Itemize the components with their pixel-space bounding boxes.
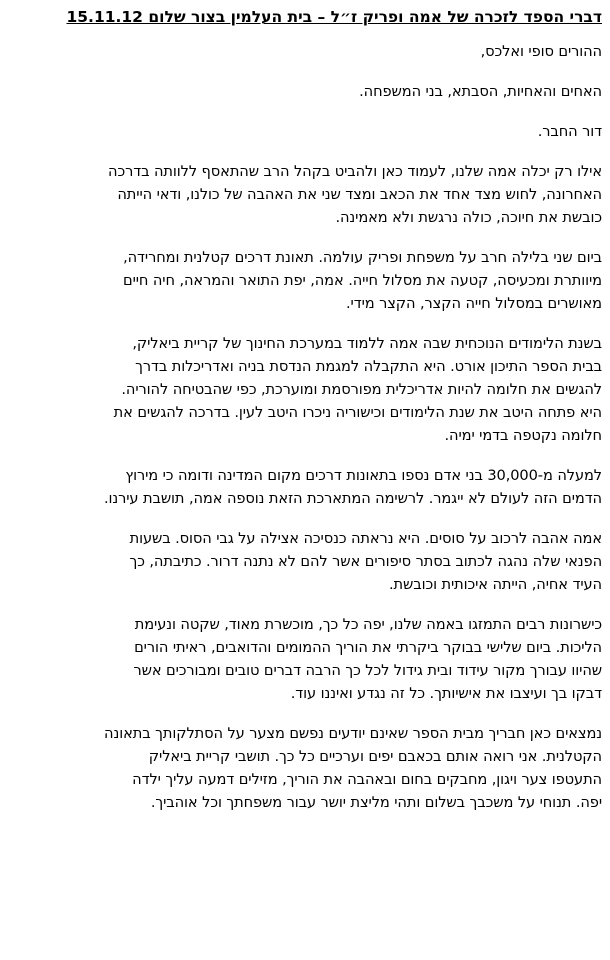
paragraph-spacer [6, 705, 602, 722]
document-body [6, 40, 602, 814]
text-line: להגשים את חלומה להיות אדריכלית מפורסמת ומוערכת, כפי שהבטיחה להוריה. [121, 381, 602, 398]
text-line: ביום שני בלילה חרב על משפחת ופריק עולמה. תאונת דרכים קטלנית ומחרידה, [123, 249, 602, 266]
paragraph [6, 120, 602, 143]
text-line: בבית הספר התיכון אורט. היא התקבלה למגמת הנדסת בניה ואדריכלות בדרך [135, 358, 602, 375]
paragraph-spacer [6, 596, 602, 613]
paragraph-spacer [6, 63, 602, 80]
text-line: מיוותרת ומכעיסה, קטעה את מסלול חייה. אמה, יפת התואר והמראה, חיה חיים [122, 272, 602, 289]
text-line: בשנת הלימודים הנוכחית שבה אמה ללמוד במערכת החינוך של קריית ביאליק, [132, 335, 602, 352]
text-line: חלומה נקטפה בדמי ימיה. [444, 427, 602, 444]
paragraph [6, 464, 602, 510]
paragraph [6, 332, 602, 447]
text-line: מאושרים במסלול חייה הקצר, הקצר מידי. [346, 295, 602, 312]
text-line: התעטפו צער ויגון, מחבקים בחום ובאהבה את הוריך, מזילים דמעה עליך ילדה [132, 771, 602, 788]
paragraph [6, 246, 602, 315]
page-title: דברי הספד לזכרה של אמה ופריק ז״ל – בית העלמין בצור שלום 15.11.12 [66, 8, 602, 26]
text-line: אילו רק יכלה אמה שלנו, לעמוד כאן ולהביט בקהל הרב שהתאסף ללוותה בדרכה [108, 163, 602, 180]
text-line: דבקו בך ועיצבו את אישיותך. כל זה נגדע ואיננו עוד. [290, 685, 602, 702]
text-line: הדמים הזה לעולם לא ייגמר. לרשימה המתארכת הזאת נוספה אמה, תושבת עירנו. [103, 490, 602, 507]
text-line: ההורים סופי ואלכס, [480, 43, 602, 60]
paragraph-spacer [6, 143, 602, 160]
paragraph [6, 722, 602, 814]
text-line: העיד אחיה, הייתה איכותית וכובשת. [388, 576, 602, 593]
text-line: הקטלנית. אני רואה אותם בכאבם יפים וערכיים כל כך. תושבי קריית ביאליק [148, 748, 602, 765]
text-line: הליכות. ביום שלישי בבוקר ביקרתי את הוריך ההמומים והדואבים, ראיתי הורים [134, 639, 602, 656]
text-line: האחים והאחיות, הסבתא, בני המשפחה. [359, 83, 602, 100]
text-line: דור החבר. [537, 123, 602, 140]
text-line: האחרונה, לחוש מצד אחד את הכאב ומצד שני את האהבה של כולנו, ודאי הייתה [117, 186, 602, 203]
paragraph [6, 80, 602, 103]
paragraph-spacer [6, 510, 602, 527]
text-line: כישרונות רבים התמזגו באמה שלנו, יפה כל כך, מוכשרת מאוד, שקטה ונעימת [134, 616, 602, 633]
paragraph-spacer [6, 315, 602, 332]
paragraph [6, 527, 602, 596]
paragraph [6, 613, 602, 705]
text-line: נמצאים כאן חבריך מבית הספר שאינם יודעים נפשם מצער על הסתלקותך בתאונה [104, 725, 602, 742]
text-line: למעלה מ-30,000 בני אדם נספו בתאונות דרכים מקום המדינה ודומה כי מירוץ [125, 467, 602, 484]
text-line: אמה אהבה לרכוב על סוסים. היא נראתה כנסיכה אצילה על גבי הסוס. בשעות [129, 530, 602, 547]
text-line: הפנאי שלה נהגה לכתוב בסתר סיפורים אשר להם לא נתנה דרור. כתיבתה, כך [129, 553, 602, 570]
text-line: יפה. תנוחי על משכבך בשלום ותהי מליצת יושר עבור משפחתך וכל אוהביך. [150, 794, 602, 811]
text-line: היא פתחה היטב את שנת הלימודים וכישוריה ניכרו היטב לעין. בדרכה להגשים את [113, 404, 602, 421]
paragraph-spacer [6, 103, 602, 120]
paragraph-spacer [6, 447, 602, 464]
text-line: כובשת את חיוכה, כולה נרגשת ולא מאמינה. [335, 209, 602, 226]
paragraph [6, 40, 602, 63]
paragraph-spacer [6, 229, 602, 246]
text-line: שהיוו עבורך מקור עידוד ובית גידול לכל כך הרבה דברים טובים ומבורכים אשר [133, 662, 602, 679]
paragraph [6, 160, 602, 229]
